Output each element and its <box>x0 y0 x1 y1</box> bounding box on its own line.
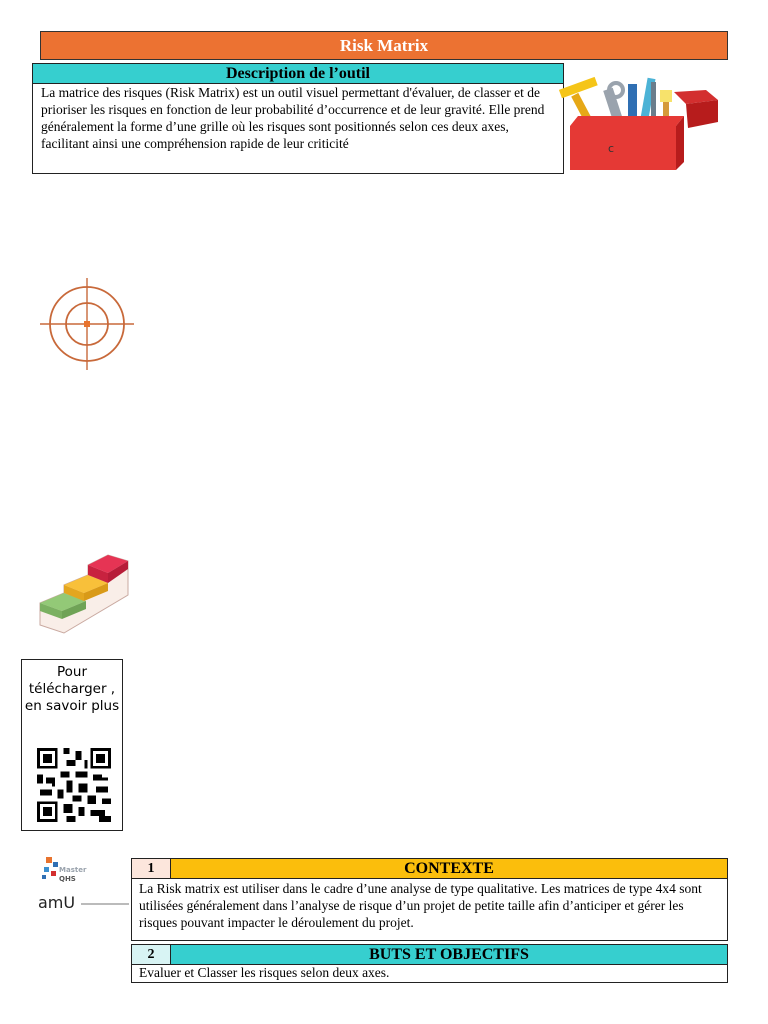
description-heading: Description de l’outil <box>32 63 564 84</box>
download-text: Pour télécharger , en savoir plus <box>24 664 120 714</box>
target-icon <box>38 278 136 370</box>
section-number: 2 <box>132 945 171 964</box>
svg-text:QHS: QHS <box>59 875 76 883</box>
amu-logo-tagline <box>81 901 129 907</box>
section-title: BUTS ET OBJECTIFS <box>369 946 529 963</box>
qr-code[interactable] <box>35 748 113 822</box>
section-objectifs-text: Evaluer et Classer les risques selon deux axes. <box>131 965 728 983</box>
stairs-icon <box>38 545 130 635</box>
amu-logo <box>38 893 130 917</box>
page-title: Risk Matrix <box>40 31 728 60</box>
section-contexte-header <box>131 858 728 879</box>
master-qhs-logo <box>40 855 96 885</box>
section-number: 1 <box>132 859 171 878</box>
amu-logo-text: amU <box>38 893 76 912</box>
svg-text:c: c <box>608 142 615 155</box>
section-title: CONTEXTE <box>404 860 494 877</box>
toolbox-icon <box>556 70 720 178</box>
section-objectifs-header <box>131 944 728 965</box>
section-contexte-text: La Risk matrix est utiliser dans le cadre d’une analyse de type qualitative. Les matrices de type 4x4 sont utilisées généralement dans l’analyse de risque d’un projet de petite taille afin d’anticiper et gérer les risques pouvant impacter le déroulement du projet. <box>131 879 728 941</box>
download-box[interactable] <box>21 659 123 831</box>
svg-text:Master: Master <box>59 866 87 874</box>
description-text: La matrice des risques (Risk Matrix) est un outil visuel permettant d'évaluer, de classer et de prioriser les risques en fonction de leur probabilité d’occurrence et de leur gravité. Elle prend généralement la forme d’une grille où les risques sont positionnés selon ces deux axes, facilitant ainsi une compréhension rapide de leur criticité <box>32 84 564 174</box>
